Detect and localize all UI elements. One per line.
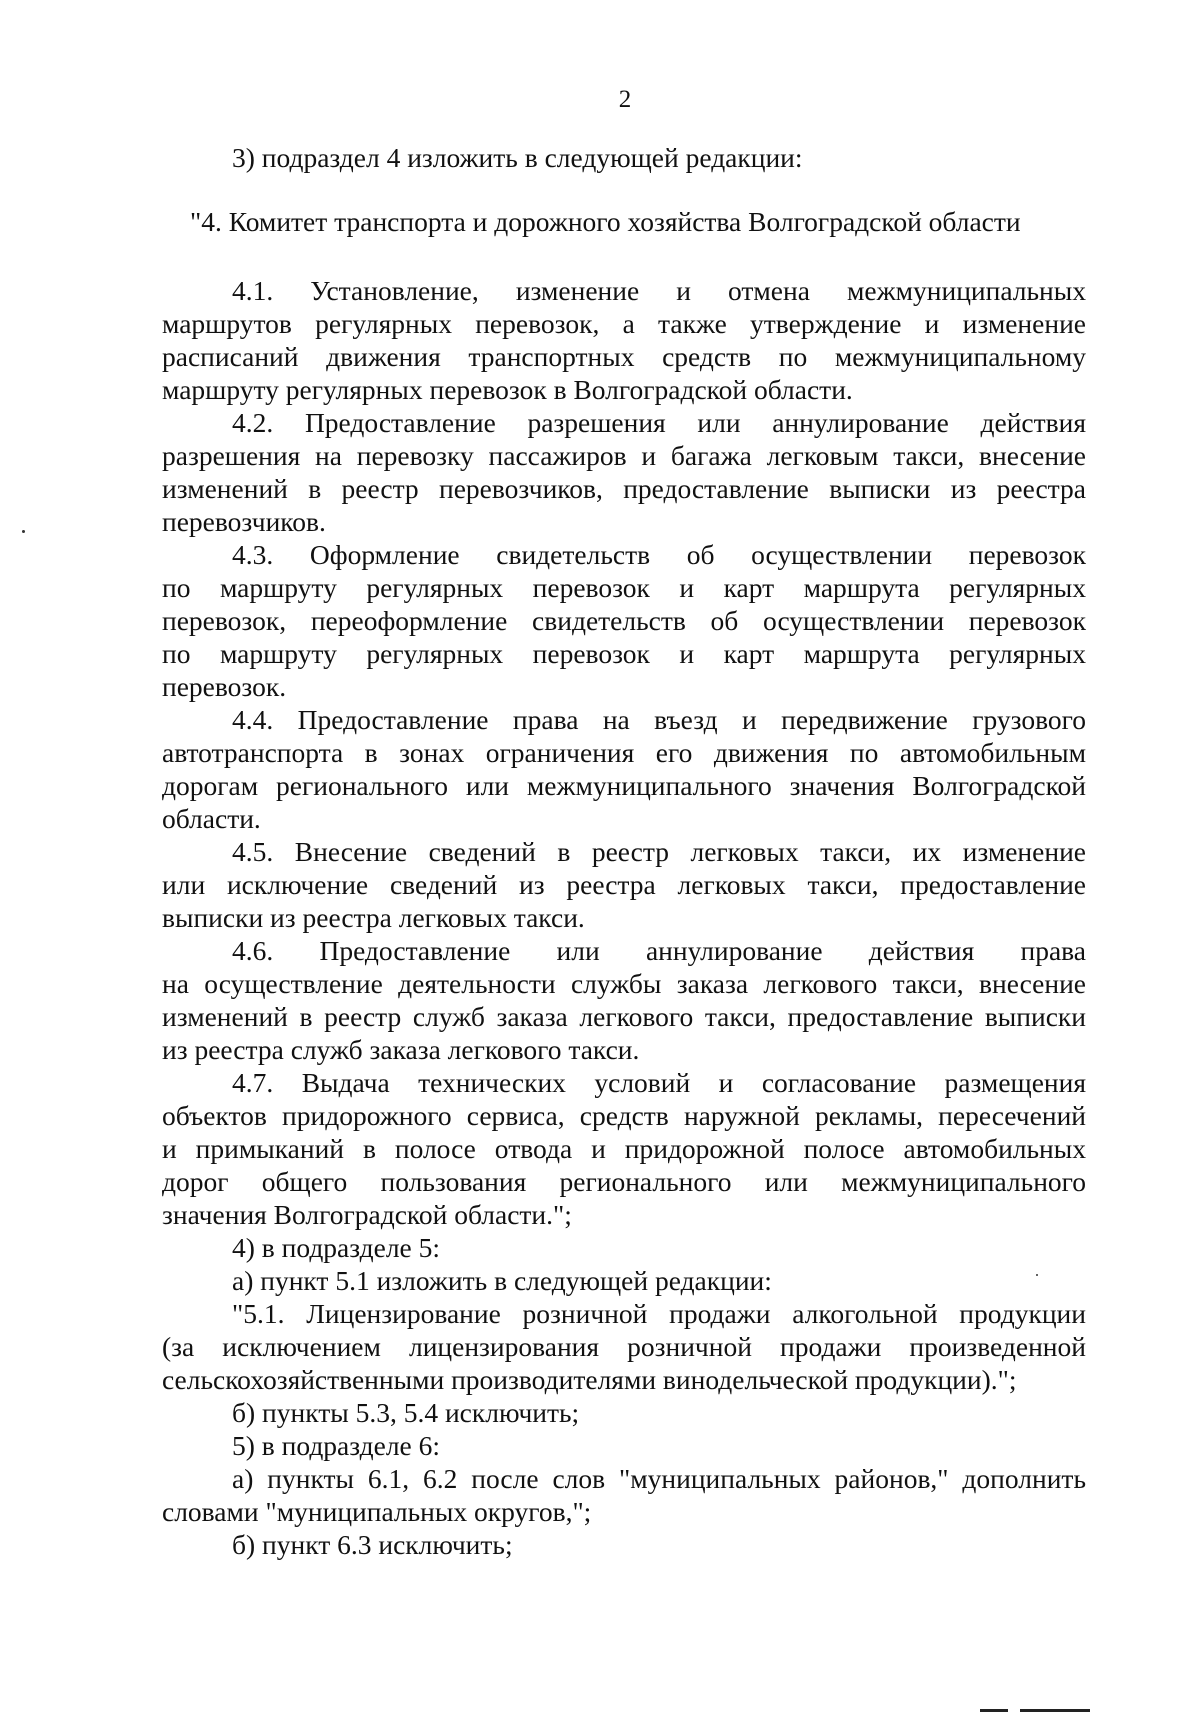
- clause-5-1-line: сельскохозяйственными производителями винодельческой продукции).";: [162, 1364, 1017, 1395]
- amendment-item-5b: б) пункт 6.3 исключить;: [232, 1529, 513, 1560]
- clause-4-7-line: дорог общего пользования регионального или межмуниципального: [162, 1166, 1086, 1197]
- clause-4-3-line: по маршруту регулярных перевозок и карт маршрута регулярных: [162, 572, 1086, 603]
- clause-4-7-line: значения Волгоградской области.";: [162, 1199, 572, 1230]
- amendment-item-4: 4) в подразделе 5:: [232, 1232, 441, 1263]
- clause-4-2-line: изменений в реестр перевозчиков, предоставление выписки из реестра: [162, 473, 1086, 504]
- clause-4-4-line: области.: [162, 803, 261, 834]
- clause-4-1-line: маршрутов регулярных перевозок, а также утверждение и изменение: [162, 308, 1086, 339]
- clause-4-2-line: перевозчиков.: [162, 506, 326, 537]
- clause-4-1: 4.1. Установление, изменение и отмена межмуниципальных: [232, 275, 1086, 306]
- clause-5-1-line: (за исключением лицензирования розничной продажи произведенной: [162, 1331, 1086, 1362]
- scan-speck: [1036, 1274, 1038, 1276]
- clause-4-1-line: расписаний движения транспортных средств по межмуниципальному: [162, 341, 1086, 372]
- clause-4-2-line: разрешения на перевозку пассажиров и багажа легковым такси, внесение: [162, 440, 1086, 471]
- clause-4-7-line: и примыканий в полосе отвода и придорожной полосе автомобильных: [162, 1133, 1086, 1164]
- clause-4-4: 4.4. Предоставление права на въезд и передвижение грузового: [232, 704, 1086, 735]
- clause-4-5: 4.5. Внесение сведений в реестр легковых такси, их изменение: [232, 836, 1086, 867]
- clause-4-3-line: по маршруту регулярных перевозок и карт маршрута регулярных: [162, 638, 1086, 669]
- amendment-item-4a: а) пункт 5.1 изложить в следующей редакции:: [232, 1265, 772, 1296]
- clause-4-3: 4.3. Оформление свидетельств об осуществлении перевозок: [232, 539, 1086, 570]
- page-number: 2: [618, 86, 632, 113]
- clause-4-6: 4.6. Предоставление или аннулирование действия права: [232, 935, 1086, 966]
- clause-4-3-line: перевозок, переоформление свидетельств об осуществлении перевозок: [162, 605, 1086, 636]
- clause-4-5-line: выписки из реестра легковых такси.: [162, 902, 585, 933]
- amendment-item-3: 3) подраздел 4 изложить в следующей редакции:: [232, 142, 803, 173]
- clause-4-3-line: перевозок.: [162, 671, 287, 702]
- amendment-item-5a: а) пункты 6.1, 6.2 после слов "муниципальных районов," дополнить: [232, 1463, 1086, 1494]
- amendment-item-4b: б) пункты 5.3, 5.4 исключить;: [232, 1397, 580, 1428]
- scan-speck: [22, 530, 25, 533]
- clause-4-6-line: изменений в реестр служб заказа легкового такси, предоставление выписки: [162, 1001, 1086, 1032]
- amendment-item-5: 5) в подразделе 6:: [232, 1430, 441, 1461]
- clause-4-4-line: автотранспорта в зонах ограничения его движения по автомобильным: [162, 737, 1086, 768]
- clause-4-4-line: дорогам регионального или межмуниципального значения Волгоградской: [162, 770, 1086, 801]
- clause-4-5-line: или исключение сведений из реестра легковых такси, предоставление: [162, 869, 1086, 900]
- clause-4-2: 4.2. Предоставление разрешения или аннулирование действия: [232, 407, 1086, 438]
- clause-5-1: "5.1. Лицензирование розничной продажи алкогольной продукции: [232, 1298, 1086, 1329]
- amendment-item-5a-line: словами "муниципальных округов,";: [162, 1496, 592, 1527]
- section-heading: "4. Комитет транспорта и дорожного хозяйства Волгоградской области: [190, 206, 1021, 237]
- clause-4-6-line: из реестра служб заказа легкового такси.: [162, 1034, 640, 1065]
- clause-4-1-line: маршруту регулярных перевозок в Волгоградской области.: [162, 374, 853, 405]
- clause-4-7-line: объектов придорожного сервиса, средств наружной рекламы, пересечений: [162, 1100, 1086, 1131]
- clause-4-7: 4.7. Выдача технических условий и согласование размещения: [232, 1067, 1086, 1098]
- clause-4-6-line: на осуществление деятельности службы заказа легкового такси, внесение: [162, 968, 1086, 999]
